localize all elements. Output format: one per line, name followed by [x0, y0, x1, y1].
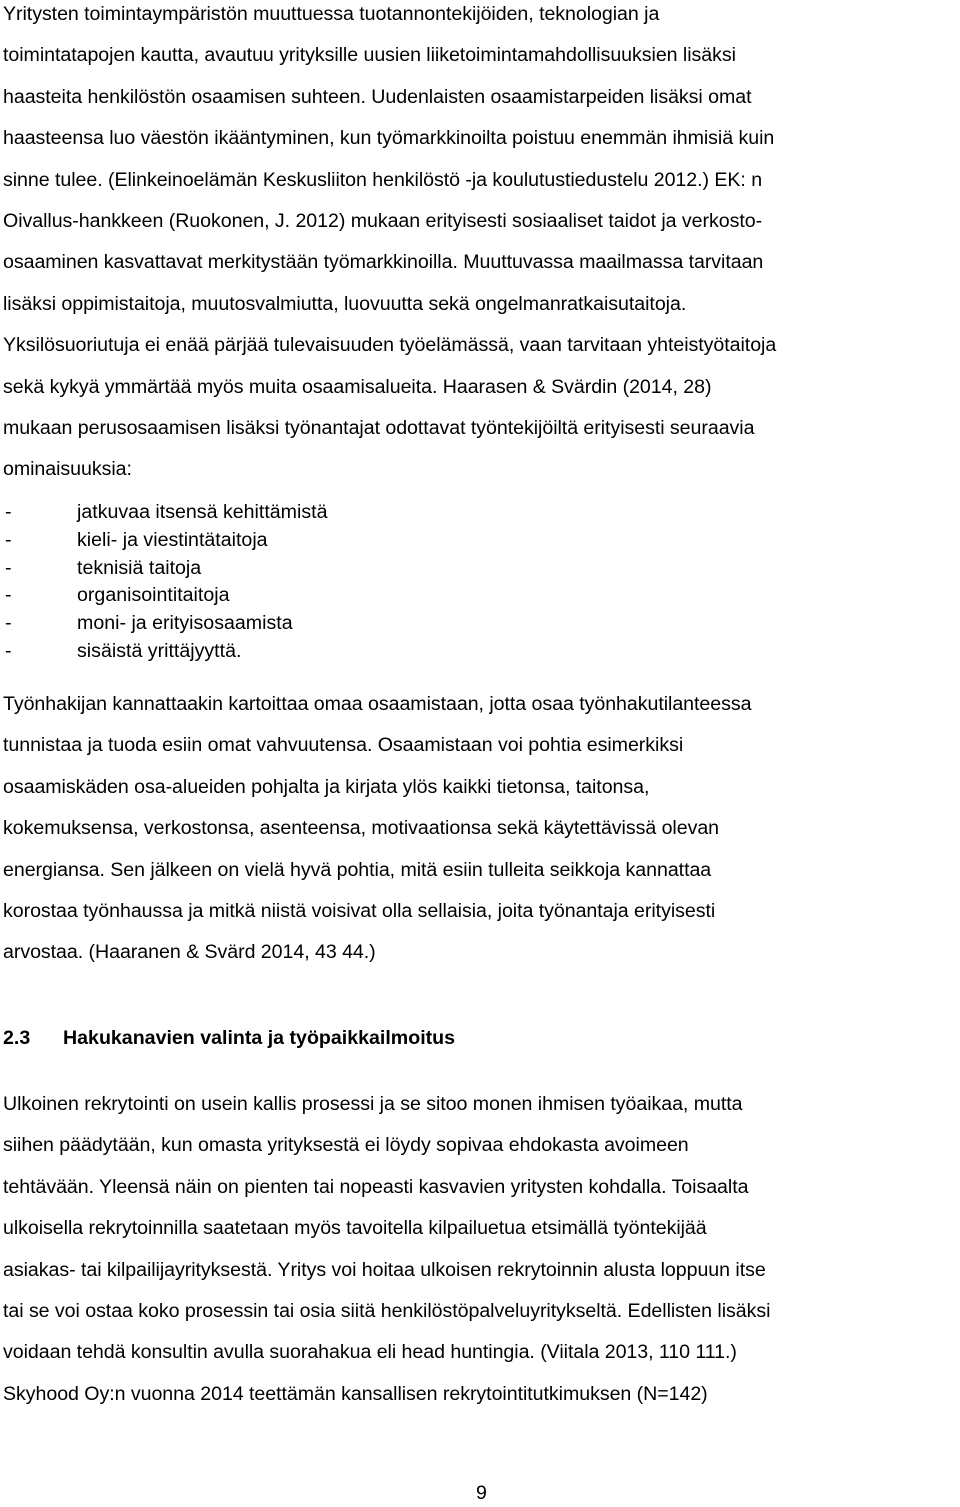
- body-paragraph: Ulkoinen rekrytointi on usein kallis prosessi ja se sitoo monen ihmisen työaikaa, mutta siihen päädytään, kun omasta yrityksestä ei löydy sopivaa ehdokasta avoimeen tehtävään. Yleensä näin on pienten tai nopeasti kasvavien yritysten kohdalla. Toisaalta ulkoisella rekrytoinnilla saatetaan myös tavoitella kilpailuetua etsimällä työntekijää asiakas- tai kilpailijayrityksestä. Yritys voi hoitaa ulkoisen rekrytoinnin alusta loppuun itse tai se voi ostaa koko prosessin tai osia siitä henkilöstöpalveluyritykseltä. Edellisten lisäksi voidaan tehdä konsultin avulla suorahakua eli head huntingia. (Viitala 2013, 110 111.) Skyhood Oy:n vuonna 2014 teettämän kansallisen rekrytointitutkimuksen (N=142): [3, 1093, 771, 1405]
- list-item-text: kieli- ja viestintätaitoja: [77, 528, 268, 551]
- list-dash: -: [5, 528, 12, 551]
- list-dash: -: [5, 556, 12, 579]
- page-number: 9: [476, 1482, 487, 1504]
- list-item-text: teknisiä taitoja: [77, 556, 202, 579]
- list-item-text: moni- ja erityisosaamista: [77, 612, 293, 635]
- list-dash: -: [5, 501, 12, 523]
- body-paragraph: Yritysten toimintaympäristön muuttuessa tuotannontekijöiden, teknologian ja toimintatapojen kautta, avautuu yrityksille uusien liiketoimintamahdollisuuksien lisäksi haasteita henkilöstön osaamisen suhteen. Uudenlaisten osaamistarpeiden lisäksi omat haasteensa luo väestön ikääntyminen, kun työmarkkinoilta poistuu enemmän ihmisiä kuin sinne tulee. (Elinkeinoelämän Keskusliiton henkilöstö -ja koulutustiedustelu 2012.) EK: n Oivallus-hankkeen (Ruokonen, J. 2012) mukaan erityisesti sosiaaliset taidot ja verkosto- osaaminen kasvattavat merkitystään työmarkkinoilla. Muuttuvassa maailmassa tarvitaan lisäksi oppimistaitoja, muutosvalmiutta, luovuutta sekä ongelmanratkaisutaitoja. Yksilösuoriutuja ei enää pärjää tulevaisuuden työelämässä, vaan tarvitaan yhteistyötaitoja sekä kykyä ymmärtää myös muita osaamisalueita. Haarasen & Svärdin (2014, 28) mukaan perusosaamisen lisäksi työnantajat odottavat työntekijöiltä erityisesti seuraavia ominaisuuksia:: [3, 3, 777, 481]
- list-item-text: jatkuvaa itsensä kehittämistä: [77, 501, 328, 523]
- list-dash: -: [5, 584, 12, 607]
- list-item-text: organisointitaitoja: [77, 584, 230, 607]
- body-paragraph: Työnhakijan kannattaakin kartoittaa omaa osaamistaan, jotta osaa työnhakutilanteessa tunnistaa ja tuoda esiin omat vahvuutensa. Osaamistaan voi pohtia esimerkiksi osaamiskäden osa-alueiden pohjalta ja kirjata ylös kaikki tietonsa, taitonsa, kokemuksensa, verkostonsa, asenteensa, motivaationsa sekä käytettävissä olevan energiansa. Sen jälkeen on vielä hyvä pohtia, mitä esiin tulleita seikkoja kannattaa korostaa työnhaussa ja mitkä niistä voisivat olla sellaisia, joita työnantaja erityisesti arvostaa. (Haaranen & Svärd 2014, 43 44.): [3, 693, 752, 964]
- list-dash: -: [5, 612, 12, 635]
- section-number: 2.3: [3, 1027, 31, 1049]
- list-dash: -: [5, 639, 12, 662]
- section-title: Hakukanavien valinta ja työpaikkailmoitus: [63, 1027, 456, 1049]
- list-item-text: sisäistä yrittäjyyttä.: [77, 639, 242, 662]
